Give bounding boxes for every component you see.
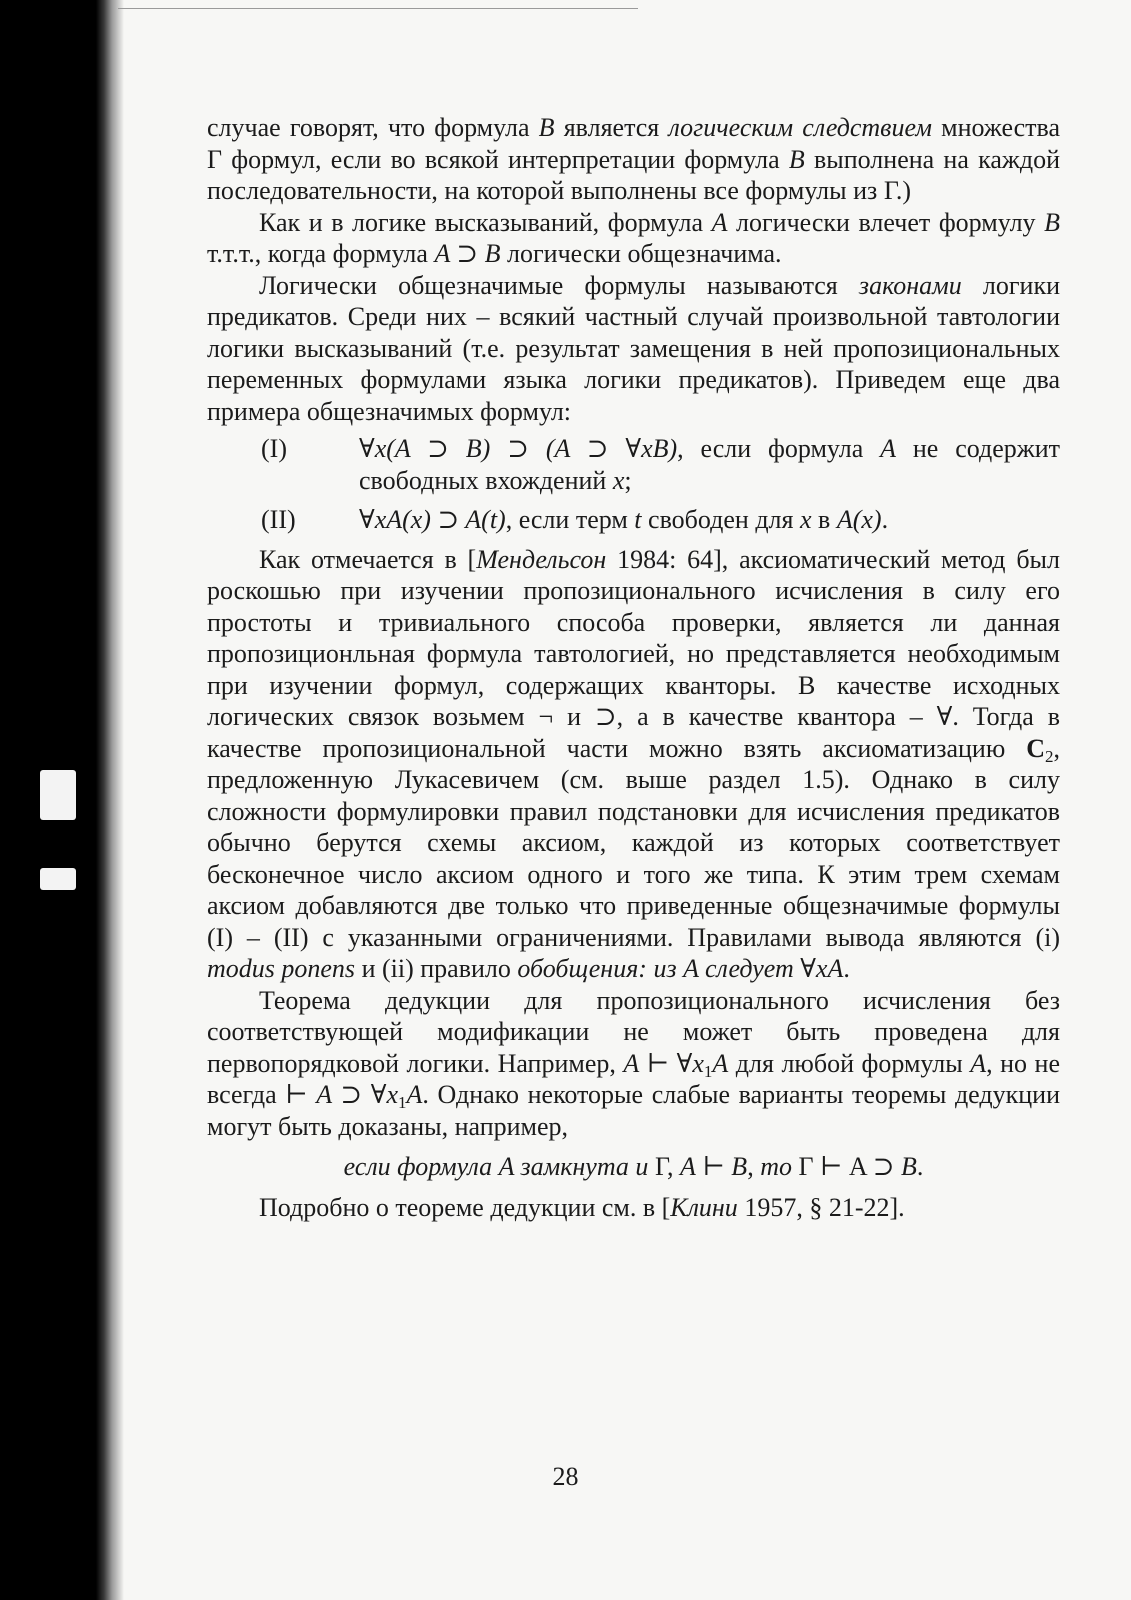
- paragraph-6: [207, 1192, 1060, 1224]
- text: выполнена на каждой последовательности, на которой выполнены все формулы из Г.): [207, 144, 1060, 205]
- text: .: [916, 1152, 924, 1181]
- paragraph-4: [207, 544, 1060, 985]
- formula-var: B: [1044, 207, 1060, 237]
- text: логики предикатов. Среди них – всякий частный случай произвольной тавтологии логики высказываний (т.е. результат замещения в ней пропозициональных переменных формулами языка логики предикатов). Приведем еще два примера общезначимых формул:: [207, 270, 1060, 426]
- axiom-system: C: [1026, 733, 1045, 763]
- text: , если терм: [505, 505, 635, 534]
- formula: A ⊃ B: [434, 239, 501, 268]
- text: 1957, § 21-22].: [737, 1192, 905, 1222]
- text: множества Г формул, если во всякой интерпретации формула: [207, 113, 1061, 174]
- scan-artifact: [40, 868, 76, 890]
- text: Г,: [654, 1152, 681, 1181]
- text: ,: [747, 1152, 761, 1181]
- text: ;: [624, 465, 632, 495]
- text: . Однако некоторые слабые варианты теоремы дедукции могут быть доказаны, например,: [207, 1080, 1060, 1141]
- formula: ∀x(A ⊃ B) ⊃ (A ⊃ ∀xB): [359, 434, 678, 463]
- formula-var: A: [623, 1048, 640, 1078]
- term-italic: законами: [858, 270, 962, 300]
- scan-edge-line: [118, 8, 638, 9]
- text: Подробно о теореме дедукции см. в [: [259, 1192, 671, 1222]
- formula-var: B: [538, 113, 555, 142]
- formula-var: A: [712, 1048, 729, 1078]
- formula-var: x: [692, 1048, 704, 1078]
- text: , но не всегда ⊢: [207, 1048, 1060, 1109]
- formula-var: A: [880, 434, 897, 463]
- formula: A(x): [836, 505, 882, 534]
- term-italic: обобщения: из A следует ∀xA: [517, 954, 844, 983]
- term-italic: логическим следствием: [668, 113, 932, 142]
- subscript: 1: [398, 1093, 407, 1112]
- text: является: [554, 113, 669, 142]
- text: т.т.т., когда формула: [207, 239, 435, 268]
- formula-var: B: [731, 1152, 748, 1181]
- formula-body: [359, 433, 1060, 496]
- term-italic: то: [760, 1152, 792, 1181]
- text: в: [811, 505, 837, 534]
- centered-statement: [207, 1151, 1060, 1183]
- formula: A ⊃ ∀x: [316, 1080, 399, 1109]
- text: случае говорят, что формула: [207, 113, 539, 142]
- text: Логически общезначимые формулы называются: [259, 270, 859, 300]
- text: .: [843, 954, 850, 983]
- page-text: [207, 112, 1060, 1223]
- text: и (ii) правило: [355, 954, 518, 983]
- formula: ∀xA(x) ⊃ A(t): [359, 505, 506, 534]
- paragraph-5: [207, 985, 1060, 1143]
- text: .: [881, 505, 889, 534]
- text: ⊢ ∀: [639, 1048, 693, 1078]
- paragraph-1: [207, 112, 1060, 207]
- formula-label: (II): [261, 505, 296, 534]
- formula-var: A: [970, 1048, 987, 1078]
- subscript: 1: [703, 1061, 713, 1081]
- text: Теорема дедукции для пропозиционального исчисления без соответствующей модификации не может быть проведена для первопорядковой логики. Например,: [207, 985, 1060, 1078]
- text: логически общезначима.: [500, 239, 782, 268]
- formula-var: x: [800, 505, 812, 534]
- page-number: 28: [552, 1462, 579, 1491]
- formula-var: A: [406, 1080, 423, 1109]
- paragraph-3: [207, 270, 1060, 428]
- formula-item-2: [207, 504, 1060, 536]
- text: Как и в логике высказываний, формула: [259, 207, 712, 237]
- text: не содержит свободных вхождений: [359, 434, 1060, 495]
- text: , если формула: [677, 434, 881, 463]
- text: для любой формулы: [728, 1048, 971, 1078]
- term-italic: modus ponens: [207, 954, 356, 983]
- formula-body: [359, 504, 1060, 536]
- text: свободен для: [641, 505, 800, 534]
- text: логически влечет формулу: [727, 207, 1045, 237]
- formula-var: A: [680, 1152, 696, 1181]
- text: Как отмечается в [: [259, 544, 477, 574]
- scan-binding-shadow: [0, 0, 124, 1600]
- text: Г ⊢ A ⊃: [791, 1152, 901, 1181]
- paragraph-2: [207, 207, 1060, 270]
- formula-var: x: [612, 465, 625, 495]
- formula-var: B: [900, 1152, 917, 1181]
- text: 1984: 64], аксиоматический метод был роскошью при изучении пропозиционального исчисления в силу его простоты и тривиального способа проверки, является ли данная пропозиционльная формула тавтологией, но представляется необходимым при изучении формул, содержащих кванторы. В качестве исходных логических связок возьмем ¬ и ⊃, а в качестве квантора – ∀. Тогда в качестве пропозициональной части можно взять аксиоматизацию: [207, 544, 1060, 763]
- text: ⊢: [695, 1152, 732, 1181]
- subscript: 2: [1045, 746, 1054, 766]
- formula-item-1: [207, 433, 1060, 496]
- citation-author: Мендельсон: [476, 544, 607, 574]
- term-italic: если формула A замкнута и: [343, 1152, 655, 1181]
- formula-var: A: [711, 207, 728, 237]
- text: , предложенную Лукасевичем (см. выше раздел 1.5). Однако в силу сложности формулировки правил подстановки для исчисления предикатов обычно берутся схемы аксиом, каждой из которых соответствует бесконечное число аксиом одного и того же типа. К этим трем схемам аксиом добавляются две только что приведенные общезначимые формулы (I) – (II) с указанными ограничениями. Правилами вывода являются (i): [207, 733, 1060, 952]
- formula-var: B: [788, 144, 805, 174]
- citation-author: Клини: [670, 1192, 738, 1222]
- formula-label: (I): [261, 434, 287, 463]
- formula-var: t: [634, 505, 642, 534]
- scan-artifact: [40, 770, 76, 820]
